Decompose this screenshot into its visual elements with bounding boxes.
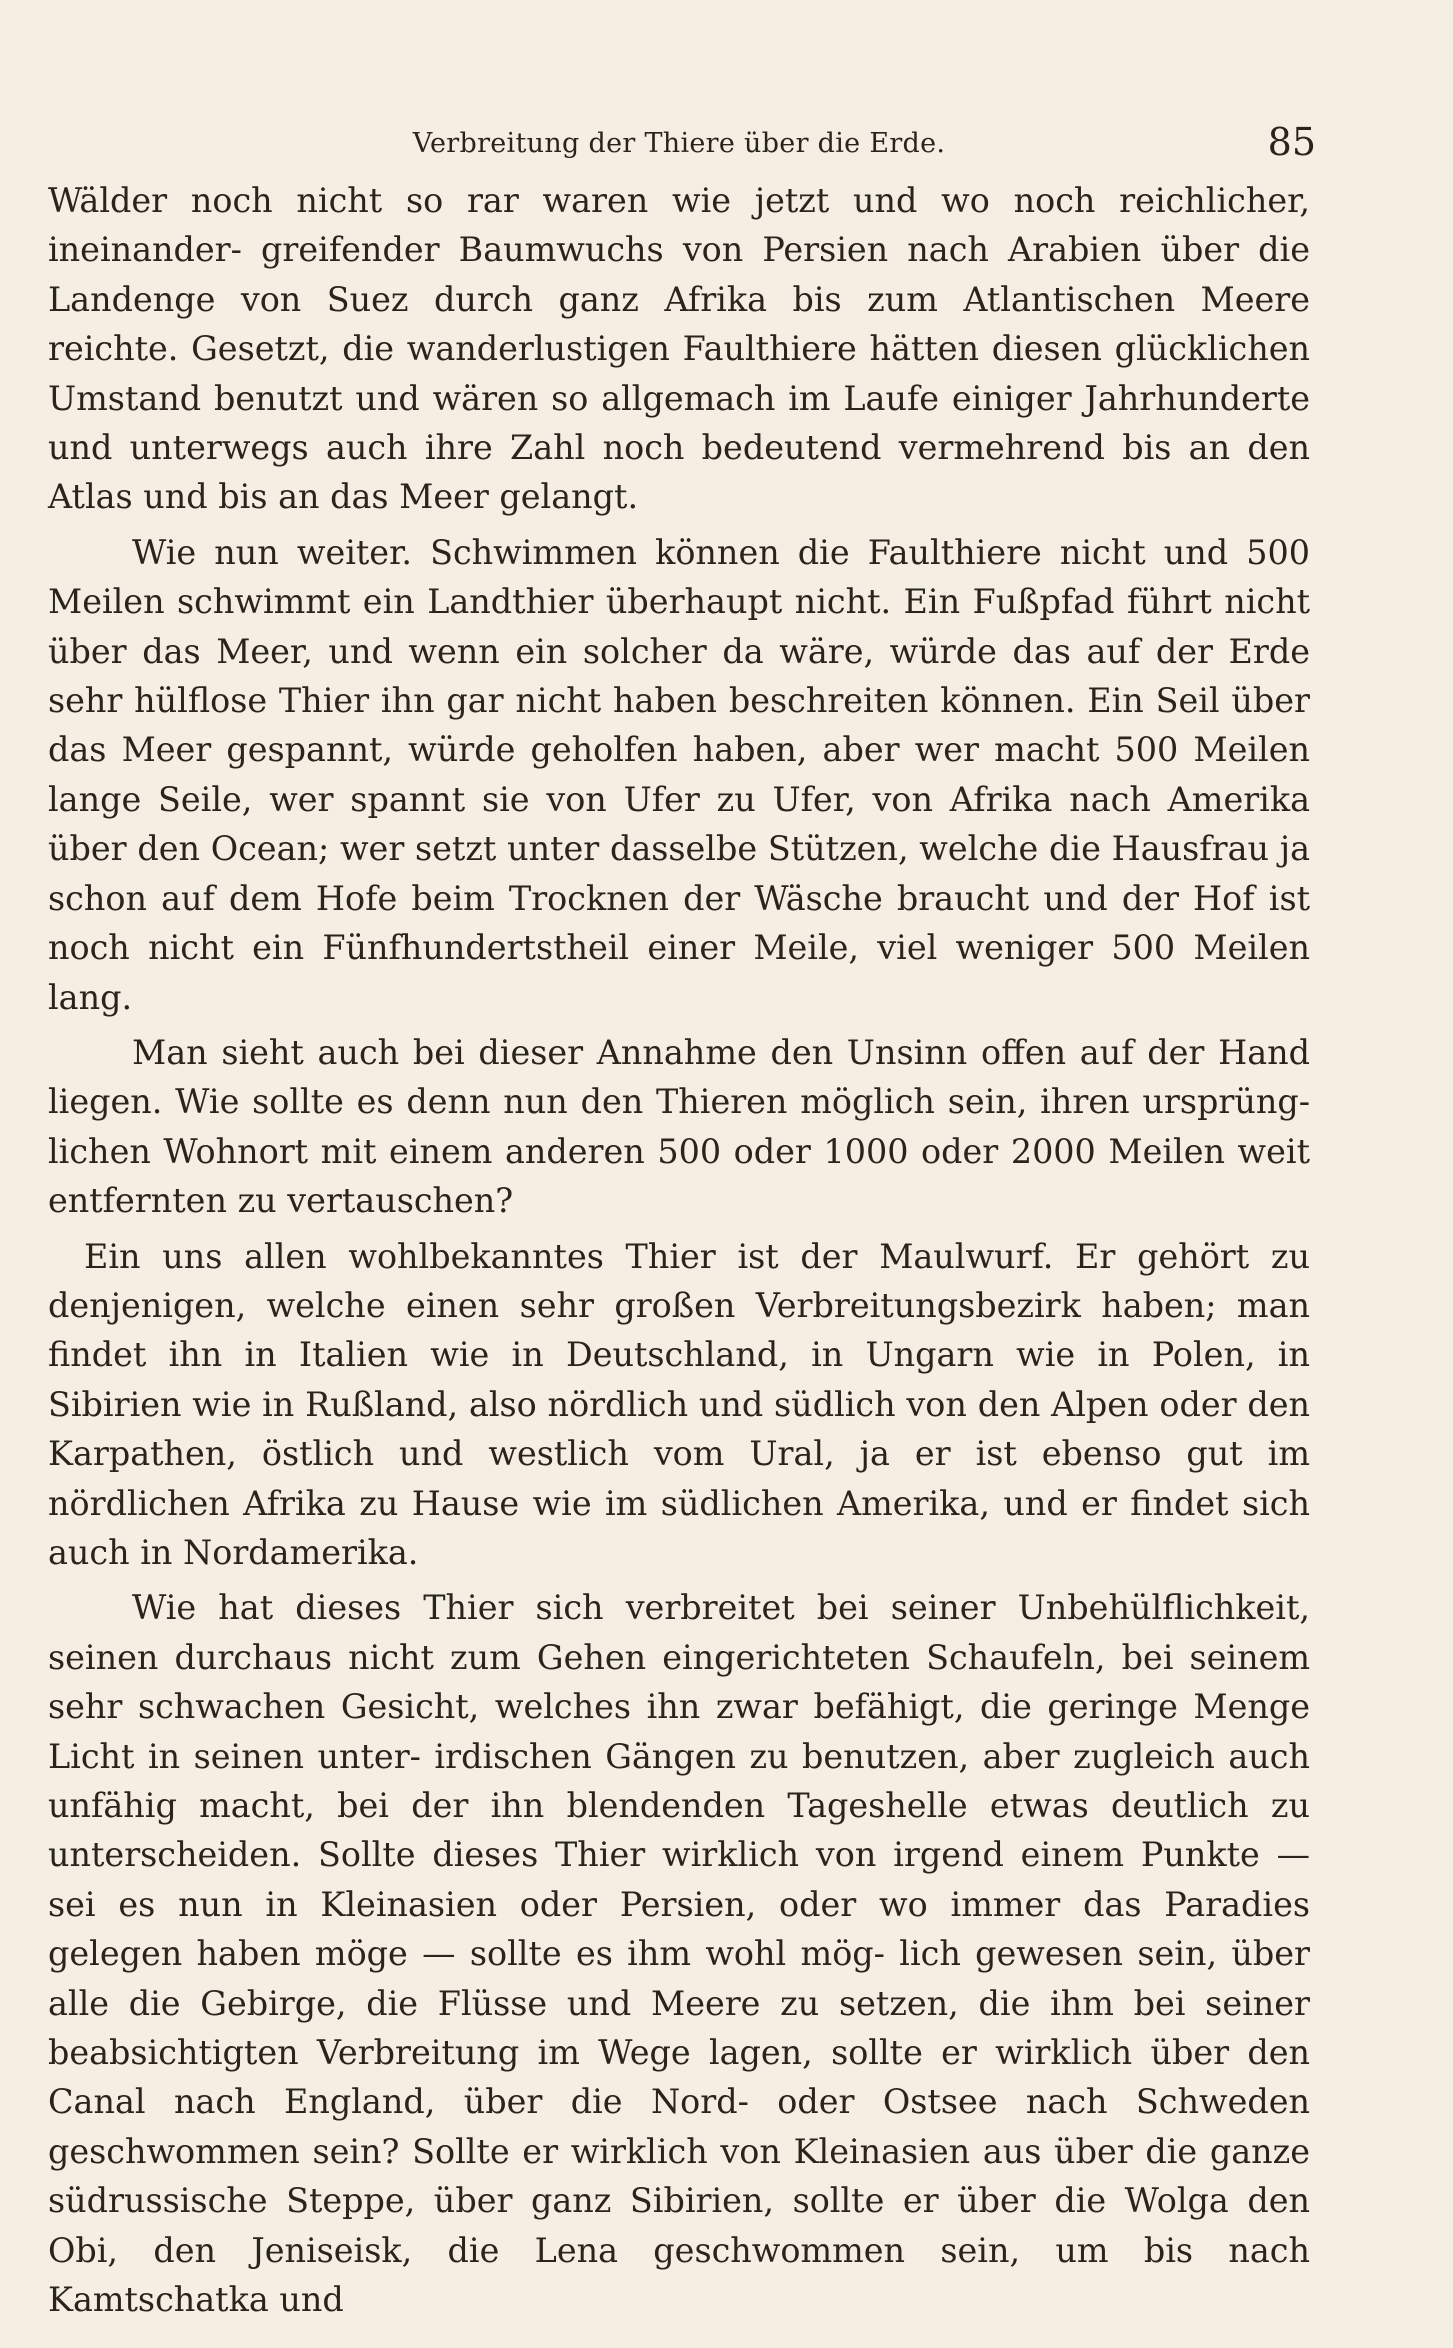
running-head: Verbreitung der Thiere über die Erde. bbox=[412, 128, 946, 159]
paragraph-mole: Ein uns allen wohlbekanntes Thier ist der Maulwurf. Er gehört zu denjenigen, welche einen sehr großen Verbreitungsbezirk haben; man findet ihn in Italien wie in Deutschland, in Ungarn wie in Polen, in Sibirien wie in Rußland, also nördlich und südlich von den Alpen oder den Karpathen, östlich und westlich vom Ural, ja er ist ebenso gut im nördlichen Afrika zu Hause wie im südlichen Amerika, und er findet sich auch in Nordamerika. bbox=[48, 1236, 1310, 1572]
page-number: 85 bbox=[1267, 120, 1316, 164]
paragraph-swimming: Wie nun weiter. Schwimmen können die Faulthiere nicht und 500 Meilen schwimmt ein Landthier überhaupt nicht. Ein Fußpfad führt nicht über das Meer, und wenn ein solcher da wäre, würde das auf der Erde sehr hülflose Thier ihn gar nicht haben beschreiten können. Ein Seil über das Meer gespannt, würde geholfen haben, aber wer macht 500 Meilen lange Seile, wer spannt sie von Ufer zu Ufer, von Afrika nach Amerika über den Ocean; wer setzt unter dasselbe Stützen, welche die Hausfrau ja schon auf dem Hofe beim Trocknen der Wäsche braucht und der Hof ist noch nicht ein Fünfhundertstheil einer Meile, viel weniger 500 Meilen lang. bbox=[48, 532, 1310, 1017]
book-page bbox=[48, 118, 1316, 2324]
paragraph-absurdity: Man sieht auch bei dieser Annahme den Unsinn offen auf der Hand liegen. Wie sollte es denn nun den Thieren möglich sein, ihren ursprüng- lichen Wohnort mit einem anderen 500 oder 1000 oder 2000 Meilen weit entfernten zu vertauschen? bbox=[48, 1032, 1310, 1221]
paragraph-mole-spread: Wie hat dieses Thier sich verbreitet bei seiner Unbehülflichkeit, seinen durchaus nicht zum Gehen eingerichteten Schaufeln, bei seinem sehr schwachen Gesicht, welches ihn zwar befähigt, die geringe Menge Licht in seinen unter- irdischen Gängen zu benutzen, aber zugleich auch unfähig macht, bei der ihn blendenden Tageshelle etwas deutlich zu unterscheiden. Sollte dieses Thier wirklich von irgend einem Punkte — sei es nun in Kleinasien oder Persien, oder wo immer das Paradies gelegen haben möge — sollte es ihm wohl mög- lich gewesen sein, über alle die Gebirge, die Flüsse und Meere zu setzen, die ihm bei seiner beabsichtigten Verbreitung im Wege lagen, sollte er wirklich über den Canal nach England, über die Nord- oder Ostsee nach Schweden geschwommen sein? Sollte er wirklich von Kleinasien aus über die ganze südrussische Steppe, über ganz Sibirien, sollte er über die Wolga den Obi, den Jeniseisk, die Lena geschwommen sein, um bis nach Kamtschatka und bbox=[48, 1588, 1310, 2320]
paragraph-continuation: Wälder noch nicht so rar waren wie jetzt und wo noch reichlicher, ineinander- greifender Baumwuchs von Persien nach Arabien über die Landenge von Suez durch ganz Afrika bis zum Atlantischen Meere reichte. Gesetzt, die wanderlustigen Faulthiere hätten diesen glücklichen Umstand benutzt und wären so allgemach im Laufe einiger Jahrhunderte und unterwegs auch ihre Zahl noch bedeutend vermehrend bis an den Atlas und bis an das Meer gelangt. bbox=[48, 181, 1310, 517]
page-header bbox=[48, 118, 1316, 170]
